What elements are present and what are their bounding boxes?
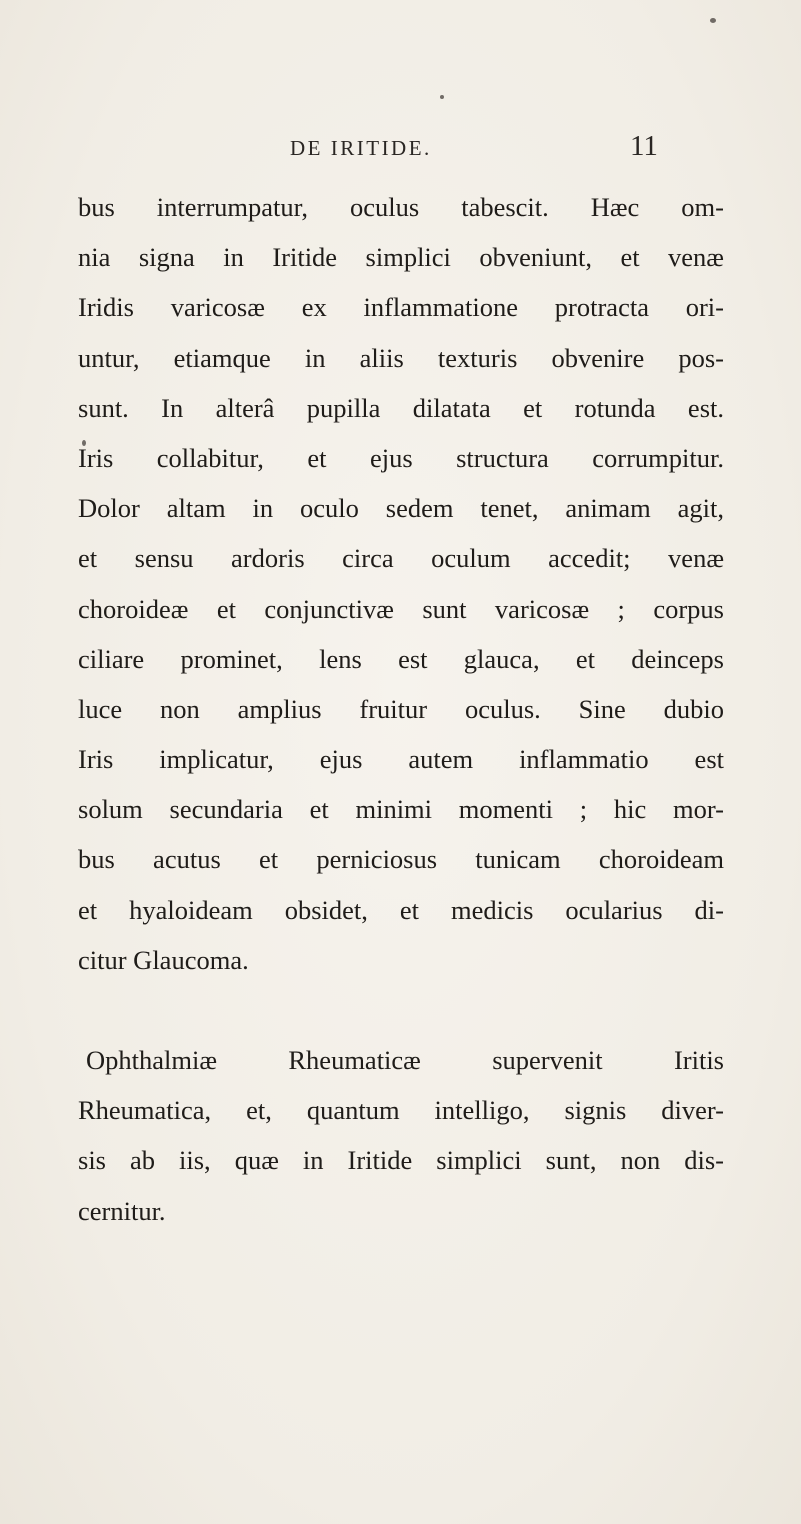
text-line: Iris collabitur, et ejus structura corrumpitur. xyxy=(78,442,724,473)
text-line: Ophthalmiæ Rheumaticæ supervenit Iritis xyxy=(86,1045,724,1075)
body-text xyxy=(78,182,724,1236)
text-line: et sensu ardoris circa oculum accedit; venæ xyxy=(78,543,724,574)
text-line: Iris implicatur, ejus autem inflammatio est xyxy=(78,744,724,775)
text-line: Rheumatica, et, quantum intelligo, signis diver- xyxy=(78,1095,724,1126)
page-number: 11 xyxy=(630,130,658,162)
text-line: untur, etiamque in aliis texturis obvenire pos- xyxy=(78,342,724,373)
paragraph-1 xyxy=(78,182,724,985)
text-line: cernitur. xyxy=(78,1195,166,1226)
text-line: Iridis varicosæ ex inflammatione protracta ori- xyxy=(78,292,724,323)
text-line: luce non amplius fruitur oculus. Sine dubio xyxy=(78,693,724,724)
running-head xyxy=(0,130,801,166)
paragraph-2 xyxy=(78,1035,724,1236)
text-line: sis ab iis, quæ in Iritide simplici sunt, non dis- xyxy=(78,1145,724,1176)
ink-speck xyxy=(440,95,444,99)
text-line: ciliare prominet, lens est glauca, et deinceps xyxy=(78,643,724,674)
text-line: et hyaloideam obsidet, et medicis ocularius di- xyxy=(78,894,724,925)
running-title: DE IRITIDE. xyxy=(290,136,432,160)
text-line: solum secundaria et minimi momenti ; hic mor- xyxy=(78,794,724,825)
text-line: nia signa in Iritide simplici obveniunt, et venæ xyxy=(78,242,724,273)
text-line: bus interrumpatur, oculus tabescit. Hæc om- xyxy=(78,192,724,222)
ink-speck xyxy=(710,18,716,23)
paragraph-gap xyxy=(78,985,724,1035)
text-line: sunt. In alterâ pupilla dilatata et rotunda est. xyxy=(78,392,724,423)
text-line: Dolor altam in oculo sedem tenet, animam agit, xyxy=(78,493,724,524)
text-line: bus acutus et perniciosus tunicam choroideam xyxy=(78,844,724,875)
text-line: choroideæ et conjunctivæ sunt varicosæ ; corpus xyxy=(78,593,724,624)
text-line: citur Glaucoma. xyxy=(78,944,249,975)
